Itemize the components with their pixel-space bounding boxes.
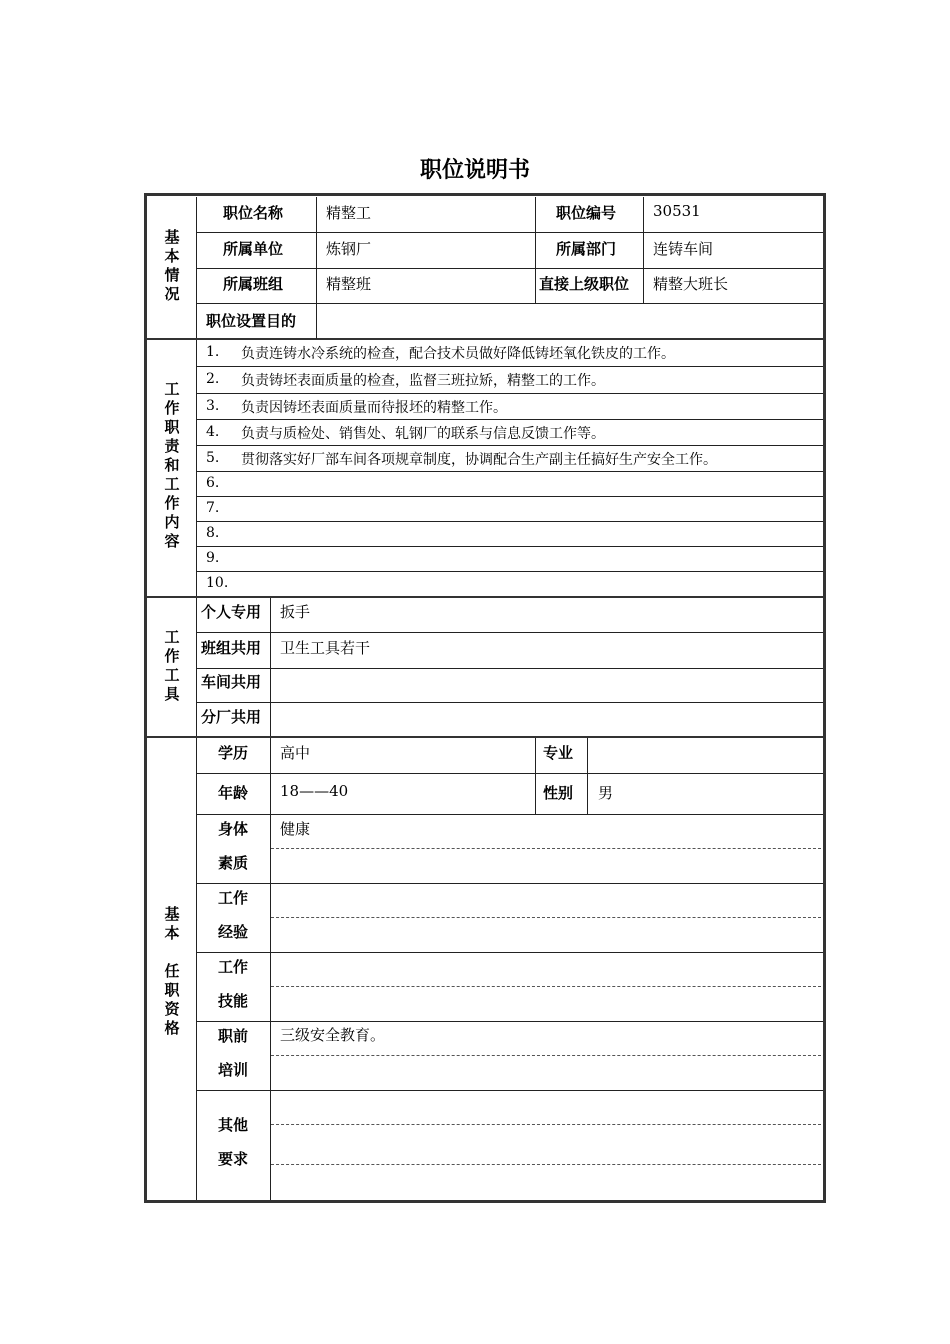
superior-label: 直接上级职位	[539, 275, 630, 293]
training-label: 培训	[218, 1061, 249, 1079]
education-label: 学历	[218, 744, 249, 762]
gender-value: 男	[598, 784, 614, 802]
section-qualifications-title: 基 本 任 职 资 格	[164, 905, 180, 1037]
page-title: 职位说明书	[419, 158, 530, 183]
skills-label: 技能	[218, 992, 249, 1010]
tool-team-label: 班组共用	[201, 639, 262, 657]
major-label: 专业	[543, 744, 574, 762]
duty-number: 3.	[206, 398, 220, 414]
section-basic-title: 基 本 情 况	[164, 228, 180, 303]
section-tools-title: 工 作 工 具	[164, 628, 180, 703]
position-code-label: 职位编号	[556, 204, 617, 222]
tool-team-value: 卫生工具若干	[280, 639, 371, 657]
section-duties-title: 工 作 职 责 和 工 作 内 容	[164, 380, 180, 550]
duty-number: 6.	[206, 475, 220, 491]
position-name-value: 精整工	[326, 204, 372, 222]
position-name-label: 职位名称	[223, 204, 284, 222]
duty-number: 2.	[206, 371, 220, 387]
duty-number: 7.	[206, 500, 220, 516]
physique-label: 身体	[218, 820, 249, 838]
unit-value: 炼钢厂	[326, 240, 372, 258]
duty-text: 负责铸坯表面质量的检查，监督三班拉矫，精整工的工作。	[241, 373, 605, 389]
duty-number: 10.	[206, 575, 229, 591]
tool-personal-label: 个人专用	[201, 603, 262, 621]
duty-number: 5.	[206, 450, 220, 466]
physique-value: 健康	[280, 820, 311, 838]
physique-label: 素质	[218, 854, 249, 872]
other-label: 要求	[218, 1150, 249, 1168]
tool-branch-label: 分厂共用	[201, 708, 262, 726]
age-value: 18——40	[280, 782, 349, 800]
duty-text: 负责因铸坯表面质量而待报坯的精整工作。	[241, 400, 507, 416]
tool-workshop-label: 车间共用	[201, 673, 262, 691]
duty-number: 4.	[206, 424, 220, 440]
duty-text: 负责连铸水冷系统的检查，配合技术员做好降低铸坯氧化铁皮的工作。	[241, 346, 675, 362]
duty-number: 9.	[206, 550, 220, 566]
duty-number: 1.	[206, 344, 220, 360]
unit-label: 所属单位	[223, 240, 284, 258]
duty-number: 8.	[206, 525, 220, 541]
age-label: 年龄	[218, 784, 249, 802]
position-code-value: 30531	[653, 202, 701, 220]
experience-label: 经验	[218, 923, 249, 941]
team-label: 所属班组	[223, 275, 284, 293]
tool-personal-value: 扳手	[280, 603, 311, 621]
duty-text: 贯彻落实好厂部车间各项规章制度，协调配合生产副主任搞好生产安全工作。	[241, 452, 717, 468]
education-value: 高中	[280, 744, 311, 762]
gender-label: 性别	[543, 784, 574, 802]
other-label: 其他	[218, 1116, 249, 1134]
dept-value: 连铸车间	[653, 240, 714, 258]
training-label: 职前	[218, 1027, 249, 1045]
skills-label: 工作	[218, 958, 249, 976]
team-value: 精整班	[326, 275, 372, 293]
dept-label: 所属部门	[556, 240, 617, 258]
superior-value: 精整大班长	[653, 275, 729, 293]
training-value: 三级安全教育。	[280, 1026, 386, 1044]
experience-label: 工作	[218, 889, 249, 907]
purpose-label: 职位设置目的	[206, 312, 297, 330]
section-column-rule	[196, 197, 197, 1200]
duty-text: 负责与质检处、销售处、轧钢厂的联系与信息反馈工作等。	[241, 426, 605, 442]
